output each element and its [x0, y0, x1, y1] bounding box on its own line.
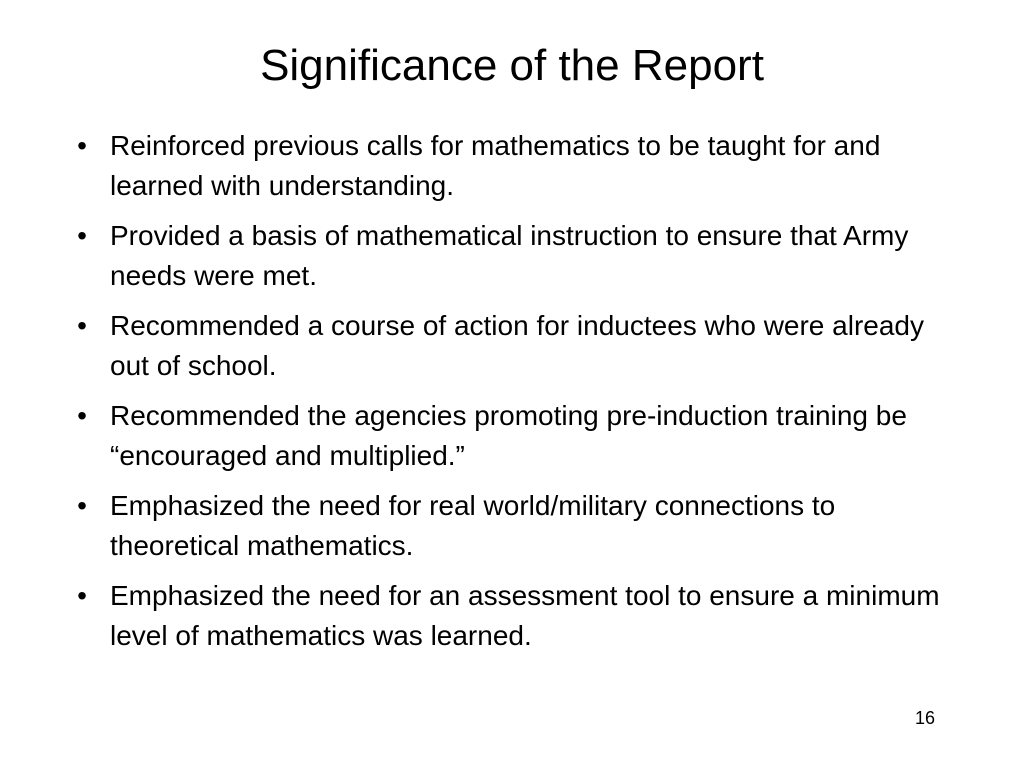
bullet-icon: •	[77, 580, 87, 611]
bullet-list	[72, 126, 952, 666]
bullet-item	[72, 216, 952, 296]
bullet-item	[72, 306, 952, 386]
page-number: 16	[914, 708, 935, 728]
bullet-text: Reinforced previous calls for mathematics to be taught for and learned with understanding.	[110, 130, 881, 201]
slide-title: Significance of the Report	[260, 41, 764, 90]
bullet-icon: •	[77, 490, 87, 521]
bullet-text: Provided a basis of mathematical instruction to ensure that Army needs were met.	[110, 220, 909, 291]
bullet-text: Recommended a course of action for inductees who were already out of school.	[110, 310, 924, 381]
bullet-text: Emphasized the need for an assessment tool to ensure a minimum level of mathematics was learned.	[110, 580, 940, 651]
bullet-icon: •	[77, 130, 87, 161]
bullet-item	[72, 396, 952, 476]
bullet-item	[72, 576, 952, 656]
bullet-icon: •	[77, 310, 87, 341]
bullet-icon: •	[77, 220, 87, 251]
bullet-icon: •	[77, 400, 87, 431]
bullet-item	[72, 126, 952, 206]
bullet-item	[72, 486, 952, 566]
bullet-text: Emphasized the need for real world/military connections to theoretical mathematics.	[110, 490, 836, 561]
bullet-text: Recommended the agencies promoting pre-induction training be “encouraged and multiplied.”	[110, 400, 907, 471]
